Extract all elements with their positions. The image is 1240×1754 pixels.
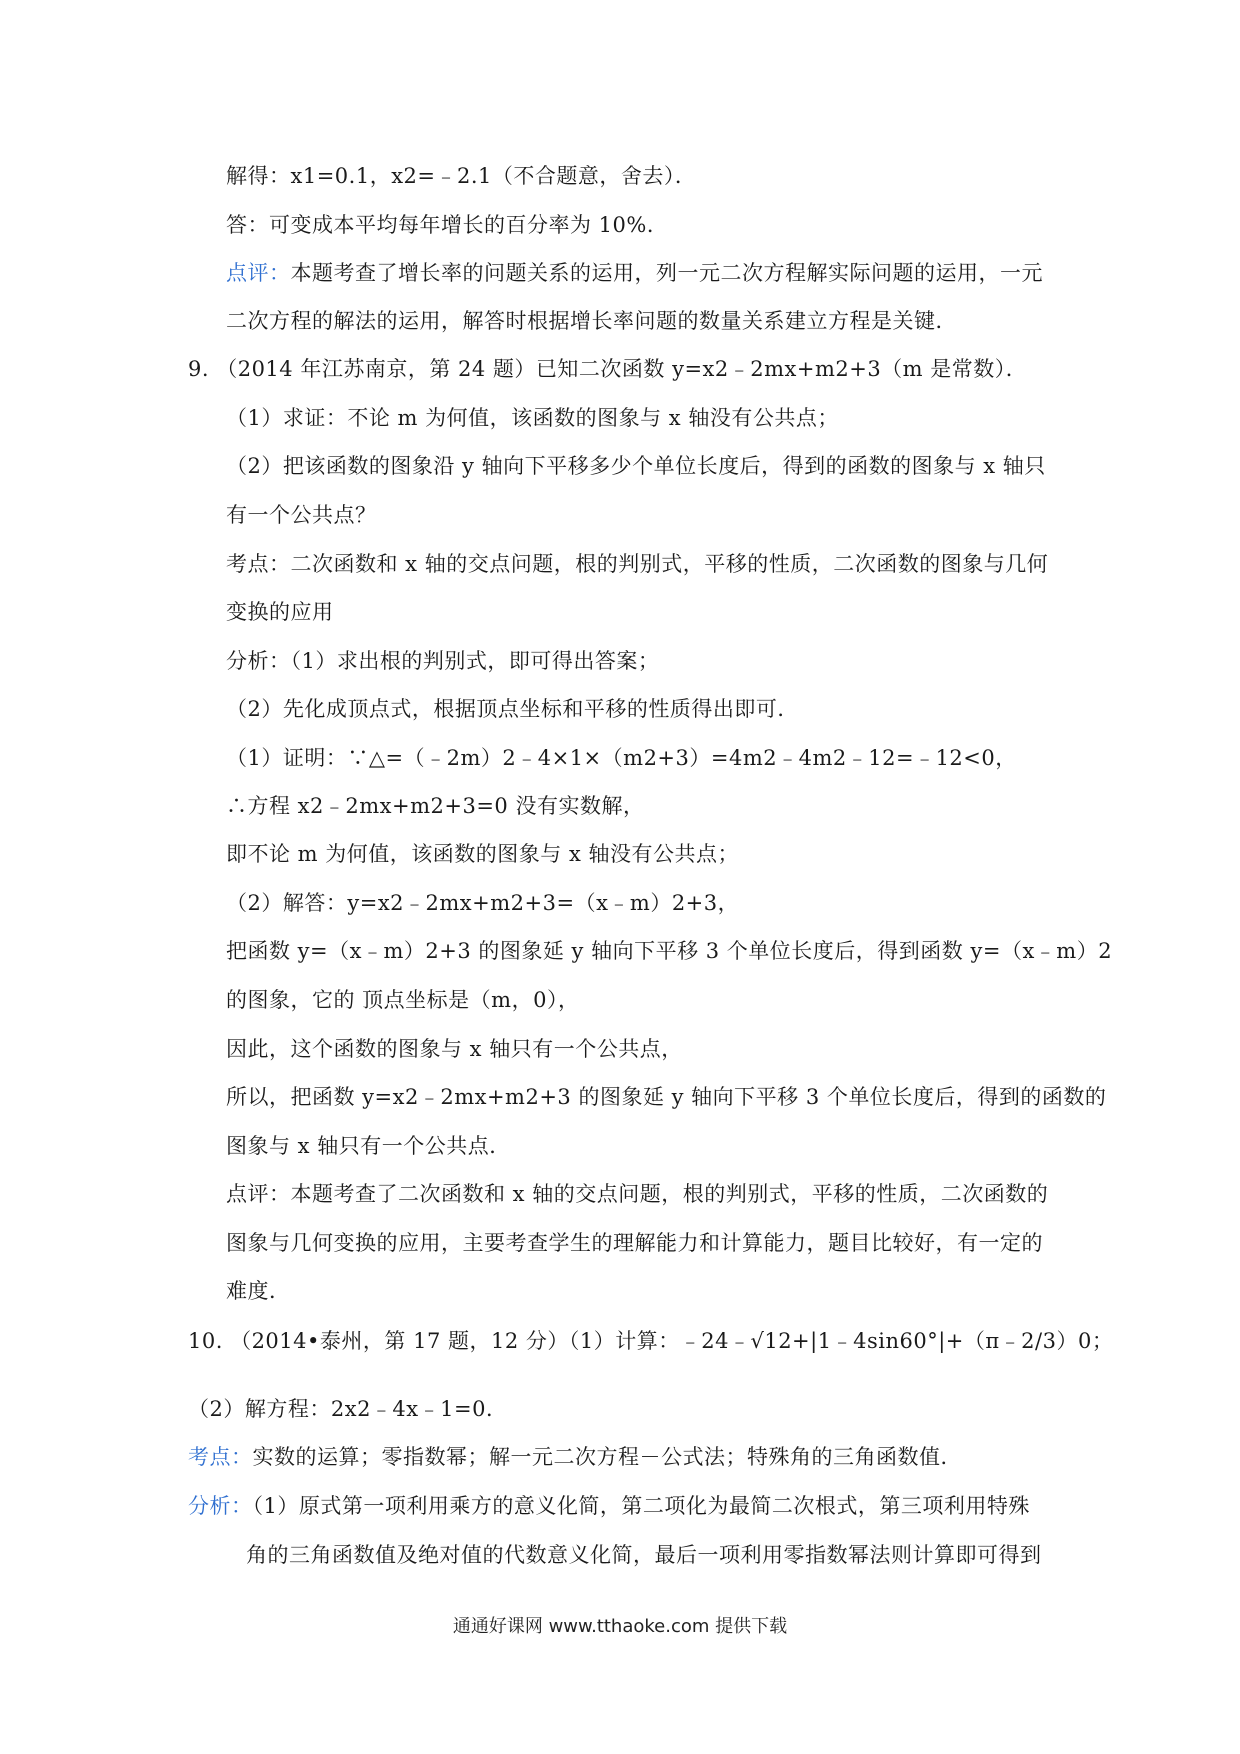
proof-9-2: ∴方程 x2﹣2mx+m2+3=0 没有实数解， [226, 794, 645, 818]
kaodian-text: 实数的运算；零指数幂；解一元二次方程－公式法；特殊角的三角函数值． [252, 1445, 962, 1469]
fenxi-label: 分析： [188, 1494, 253, 1518]
solve-9-5: 所以，把函数 y=x2﹣2mx+m2+3 的图象延 y 轴向下平移 3 个单位长度后，得到的函数的 [226, 1085, 1107, 1109]
solve-9-2: 把函数 y=（x﹣m）2+3 的图象延 y 轴向下平移 3 个单位长度后，得到函数 y=（x﹣m）2 [226, 939, 1113, 963]
problem-9-part1: （1）求证：不论 m 为何值，该函数的图象与 x 轴没有公共点； [226, 406, 839, 430]
fenxi-10-2: 角的三角函数值及绝对值的代数意义化简，最后一项利用零指数幂法则计算即可得到 [246, 1543, 1042, 1567]
kaodian-9-b: 变换的应用 [226, 600, 334, 624]
solve-9-3: 的图象，它的 顶点坐标是（m，0）， [226, 988, 580, 1012]
comment-9-2: 图象与几何变换的应用，主要考查学生的理解能力和计算能力，题目比较好，有一定的 [226, 1231, 1043, 1255]
fenxi-10-1 [188, 1491, 1030, 1521]
problem-10-part2: （2）解方程：2x2﹣4x﹣1=0． [188, 1397, 508, 1421]
problem-9-part2-a: （2）把该函数的图象沿 y 轴向下平移多少个单位长度后，得到的函数的图象与 x 轴只 [226, 454, 1046, 478]
line-answer: 答：可变成本平均每年增长的百分率为 10%． [226, 213, 669, 237]
comment-text: 本题考查了增长率的问题关系的运用，列一元二次方程解实际问题的运用，一元 [290, 261, 1043, 285]
fenxi-9-1: 分析：（1）求出根的判别式，即可得出答案； [226, 649, 660, 673]
comment-9-3: 难度． [226, 1279, 291, 1303]
solve-9-6: 图象与 x 轴只有一个公共点． [226, 1134, 511, 1158]
problem-10-title: 10. （2014•泰州，第 17 题，12 分）（1）计算：﹣24﹣√12+|1﹣4sin60°|+（π﹣2/3）0； [188, 1329, 1114, 1353]
kaodian-9-a: 考点：二次函数和 x 轴的交点问题，根的判别式，平移的性质，二次函数的图象与几何 [226, 552, 1049, 576]
fenxi-text: （1）原式第一项利用乘方的意义化简，第二项化为最简二次根式，第三项利用特殊 [252, 1494, 1030, 1518]
comment-label: 点评： [226, 261, 291, 285]
problem-9-title: 9. （2014 年江苏南京，第 24 题）已知二次函数 y=x2﹣2mx+m2+3（m 是常数）． [188, 357, 1028, 381]
line-solution-result: 解得：x1=0.1，x2=﹣2.1（不合题意，舍去）． [226, 164, 697, 188]
comment-9-1: 点评：本题考查了二次函数和 x 轴的交点问题，根的判别式，平移的性质，二次函数的 [226, 1182, 1049, 1206]
problem-9-part2-b: 有一个公共点？ [226, 503, 377, 527]
solve-9-1: （2）解答：y=x2﹣2mx+m2+3=（x﹣m）2+3， [226, 891, 740, 915]
kaodian-label: 考点： [188, 1445, 253, 1469]
line-comment-1 [226, 258, 1043, 288]
fenxi-9-2: （2）先化成顶点式，根据顶点坐标和平移的性质得出即可． [226, 697, 799, 721]
kaodian-10 [188, 1442, 962, 1472]
line-comment-2: 二次方程的解法的运用，解答时根据增长率问题的数量关系建立方程是关键． [226, 309, 957, 333]
page-footer: 通通好课网 www.tthaoke.com 提供下载 [452, 1616, 788, 1637]
proof-9-1: （1）证明：∵△=（﹣2m）2﹣4×1×（m2+3）=4m2﹣4m2﹣12=﹣12<0， [226, 746, 1017, 770]
solve-9-4: 因此，这个函数的图象与 x 轴只有一个公共点， [226, 1037, 683, 1061]
proof-9-3: 即不论 m 为何值，该函数的图象与 x 轴没有公共点； [226, 842, 739, 866]
